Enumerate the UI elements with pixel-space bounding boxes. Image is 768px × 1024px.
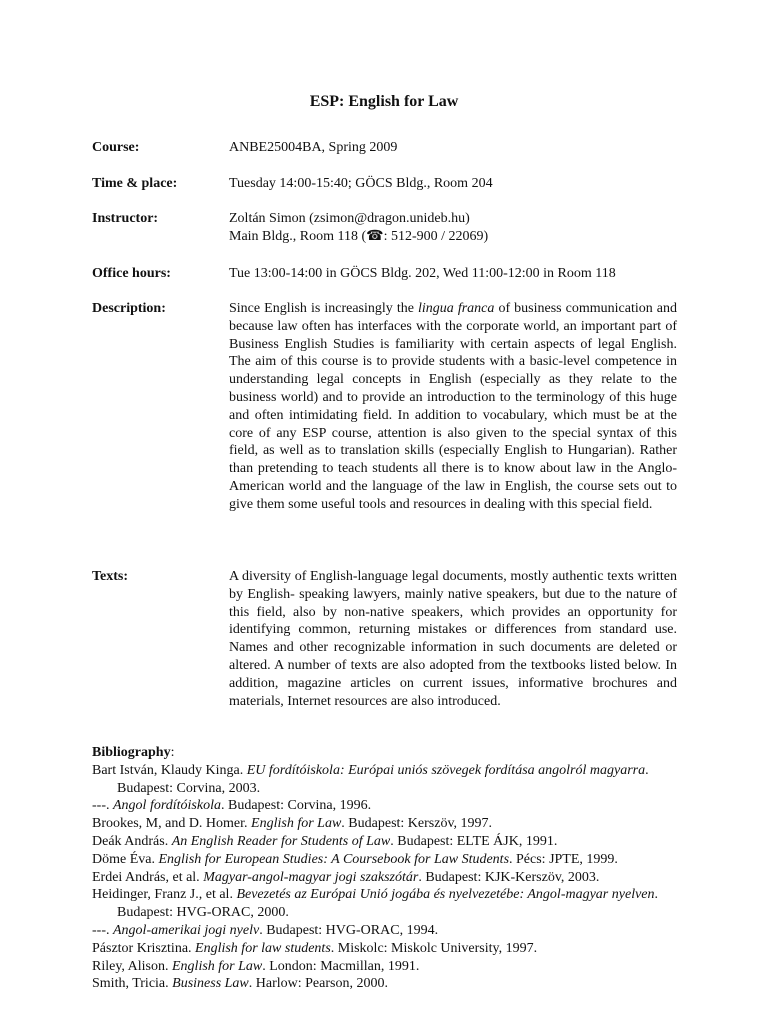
bibliography-entry-title: An English Reader for Students of Law <box>171 833 391 849</box>
bibliography-entry <box>92 869 677 887</box>
bibliography-entry-text: Riley, Alison. <box>92 958 172 974</box>
bibliography-list <box>92 762 677 993</box>
bibliography-colon: : <box>170 745 175 760</box>
instructor-phone-text: : 512-900 / 22069) <box>383 228 489 244</box>
bibliography-entry-title: Angol fordítóiskola <box>113 798 221 814</box>
bibliography-entry-title: English for European Studies: A Coursebook for Law Students <box>158 851 510 867</box>
bibliography-entry-text: . Budapest: Corvina, 1996. <box>220 798 372 814</box>
bibliography-entry-text: Pásztor Krisztina. <box>92 940 196 956</box>
bibliography-entry-text: . London: Macmillan, 1991. <box>262 958 420 974</box>
bibliography-entry-text: . Budapest: Kerszöv, 1997. <box>341 816 493 832</box>
bibliography-heading-text: Bibliography <box>92 745 171 760</box>
bibliography-entry <box>92 762 677 798</box>
bibliography-entry <box>92 886 677 922</box>
bibliography-entry-title: Business Law <box>172 976 249 992</box>
course-value: ANBE25004BA, Spring 2009 <box>229 140 398 155</box>
office-hours-value: Tue 13:00-14:00 in GÖCS Bldg. 202, Wed 11:00-12:00 in Room 118 <box>229 266 616 281</box>
instructor-office-text: Main Bldg., Room 118 ( <box>229 228 367 244</box>
bibliography-entry-text: ---. <box>92 798 113 814</box>
bibliography-entry-title: EU fordítóiskola: Európai uniós szövegek fordítása angolról magyarra <box>246 762 646 778</box>
bibliography-entry-text: Döme Éva. <box>92 851 159 867</box>
bibliography-entry-title: English for law students <box>195 940 331 956</box>
phone-icon: ☎ <box>366 228 384 244</box>
time-place-value: Tuesday 14:00-15:40; GÖCS Bldg., Room 204 <box>229 176 493 191</box>
time-place-label: Time & place: <box>92 176 178 191</box>
instructor-office <box>229 228 677 246</box>
instructor-name-email: Zoltán Simon (zsimon@dragon.unideb.hu) <box>229 211 470 226</box>
description-label: Description: <box>92 301 166 316</box>
bibliography-entry-text: Deák András. <box>92 833 172 849</box>
bibliography <box>92 744 677 993</box>
texts-label: Texts: <box>92 569 129 584</box>
bibliography-entry-text: . Pécs: JPTE, 1999. <box>509 851 618 867</box>
bibliography-entry-title: English for Law <box>172 958 263 974</box>
document-title: ESP: English for Law <box>309 93 459 110</box>
bibliography-entry <box>92 958 677 976</box>
bibliography-entry <box>92 922 677 940</box>
description-part-3: of business communication and because law often has interfaces with the corporate world, an important part of Business English Studies is familiarity with certain aspects of legal English. The aim of this course is to provide students with a basic-level competence in understanding legal concepts in English (especially as they relate to the business world) and to provide an introduction to the terminology of this huge and often intimidating field. In addition to vocabulary, which must be at the core of any ESP course, attention is also given to the special syntax of this field, as well as to translation skills (especially English to Hungarian). Rather than pretending to teach students all there is to know about law in the Anglo-American world and the language of the law in English, the course sets out to give them some useful tools and resources in dealing with this special field. <box>229 301 677 512</box>
bibliography-entry-text: ---. <box>92 922 113 938</box>
bibliography-entry-text: . Miskolc: Miskolc University, 1997. <box>330 940 538 956</box>
bibliography-entry <box>92 833 677 851</box>
bibliography-entry <box>92 975 677 993</box>
description-part-1: Since English is increasingly the <box>229 301 418 316</box>
bibliography-entry-text: Smith, Tricia. <box>92 976 173 992</box>
bibliography-entry-title: English for Law <box>251 816 342 832</box>
bibliography-entry-text: Erdei András, et al. <box>92 869 204 885</box>
bibliography-entry-text: . Budapest: KJK-Kerszöv, 2003. <box>418 869 600 885</box>
instructor-label: Instructor: <box>92 211 159 226</box>
bibliography-entry-text: . Budapest: HVG-ORAC, 1994. <box>259 922 439 938</box>
description-text <box>229 300 677 514</box>
course-label: Course: <box>92 140 140 155</box>
bibliography-entry-title: Bevezetés az Európai Unió jogába és nyelvezetébe: Angol-magyar nyelven <box>236 887 655 903</box>
instructor-value <box>229 210 677 246</box>
bibliography-entry-title: Angol-amerikai jogi nyelv <box>113 922 260 938</box>
texts-value: A diversity of English-language legal documents, mostly authentic texts written by English- speaking lawyers, mainly native speakers, but due to the nature of this field, also by non-native speakers, which provides an opportunity for identifying common, returning mistakes or differences from standard use. Names and other recognizable information in such documents are deleted or altered. A number of texts are also adopted from the textbooks listed below. In addition, magazine articles on current issues, informative brochures and materials, Internet resources are also introduced. <box>229 569 677 709</box>
description-italic: lingua franca <box>418 301 495 316</box>
bibliography-entry-text: Bart István, Klaudy Kinga. <box>92 762 247 778</box>
bibliography-entry <box>92 797 677 815</box>
bibliography-entry-text: . Budapest: HVG-ORAC, 2000. <box>117 887 659 921</box>
bibliography-entry-text: . Harlow: Pearson, 2000. <box>248 976 388 992</box>
bibliography-entry-text: . Budapest: ELTE ÁJK, 1991. <box>390 833 558 849</box>
bibliography-entry-text: Brookes, M, and D. Homer. <box>92 816 252 832</box>
bibliography-entry-text: . Budapest: Corvina, 2003. <box>117 762 649 796</box>
bibliography-heading <box>92 744 677 762</box>
bibliography-entry <box>92 940 677 958</box>
bibliography-entry-text: Heidinger, Franz J., et al. <box>92 887 237 903</box>
bibliography-entry <box>92 851 677 869</box>
bibliography-entry <box>92 815 677 833</box>
office-hours-label: Office hours: <box>92 266 171 281</box>
bibliography-entry-title: Magyar-angol-magyar jogi szakszótár <box>203 869 419 885</box>
